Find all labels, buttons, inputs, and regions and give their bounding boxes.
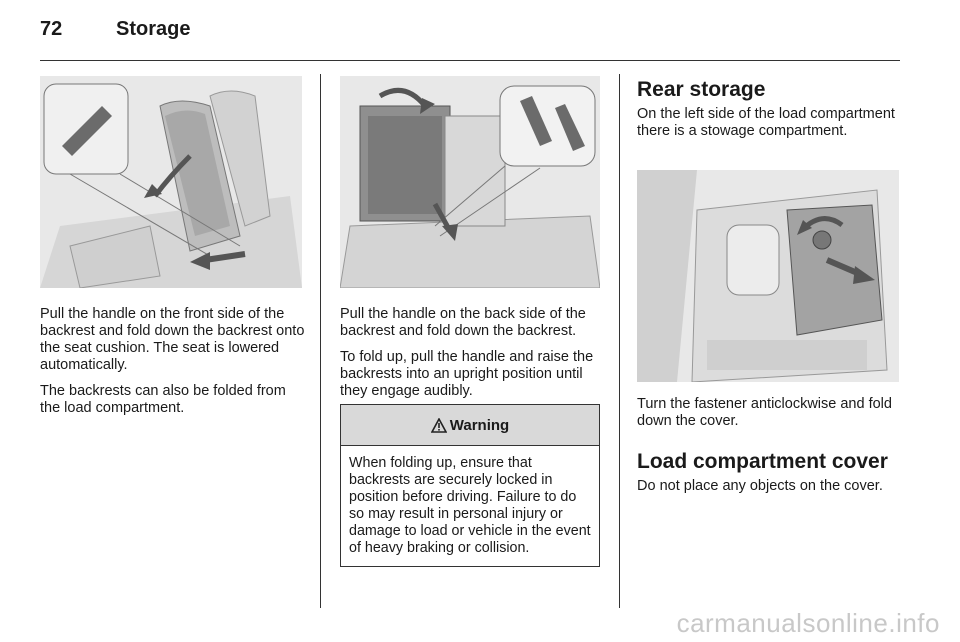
warning-triangle-icon [431, 418, 447, 433]
warning-text: When folding up, ensure that backrests are securely locked in position before driving. Failure to do so may result in personal injury or damage to load or vehicle in the event of heavy braking or collision. [349, 455, 591, 556]
rear-storage-heading: Rear storage [637, 78, 766, 101]
col1-paragraph-1: Pull the handle on the front side of the backrest and fold down the backrest onto the seat cushion. The seat is lowered automatically. [40, 306, 305, 373]
warning-box [340, 404, 600, 567]
section-title: Storage [116, 18, 191, 40]
site-watermark: carmanualsonline.info [676, 608, 940, 638]
column-3-text [637, 396, 902, 504]
column-divider-2 [619, 74, 620, 608]
col3-paragraph-3: Do not place any objects on the cover. [637, 478, 883, 494]
column-divider-1 [320, 74, 321, 608]
column-1-text [40, 306, 305, 426]
header-rule [40, 60, 900, 61]
col2-paragraph-1: Pull the handle on the back side of the backrest and fold down the backrest. [340, 306, 586, 339]
warning-header [341, 405, 599, 446]
stowage-figure [637, 170, 899, 382]
load-compartment-figure [340, 76, 600, 288]
col3-paragraph-1: On the left side of the load compartment there is a stowage compartment. [637, 106, 895, 139]
load-compartment-fold-illustration-icon [340, 76, 600, 288]
col1-paragraph-2: The backrests can also be folded from the load compartment. [40, 383, 286, 416]
page-number: 72 [40, 18, 63, 40]
warning-title: Warning [449, 416, 510, 434]
rear-storage-section [637, 78, 902, 149]
col3-paragraph-2: Turn the fastener anticlockwise and fold down the cover. [637, 396, 892, 429]
load-cover-heading: Load compartment cover [637, 450, 888, 473]
seat-fold-figure [40, 76, 302, 288]
stowage-compartment-illustration-icon [637, 170, 899, 382]
rear-seat-fold-illustration-icon [40, 76, 302, 288]
col2-paragraph-2: To fold up, pull the handle and raise the backrests into an upright position until they engage audibly. [340, 349, 594, 399]
column-2-text [340, 306, 604, 409]
